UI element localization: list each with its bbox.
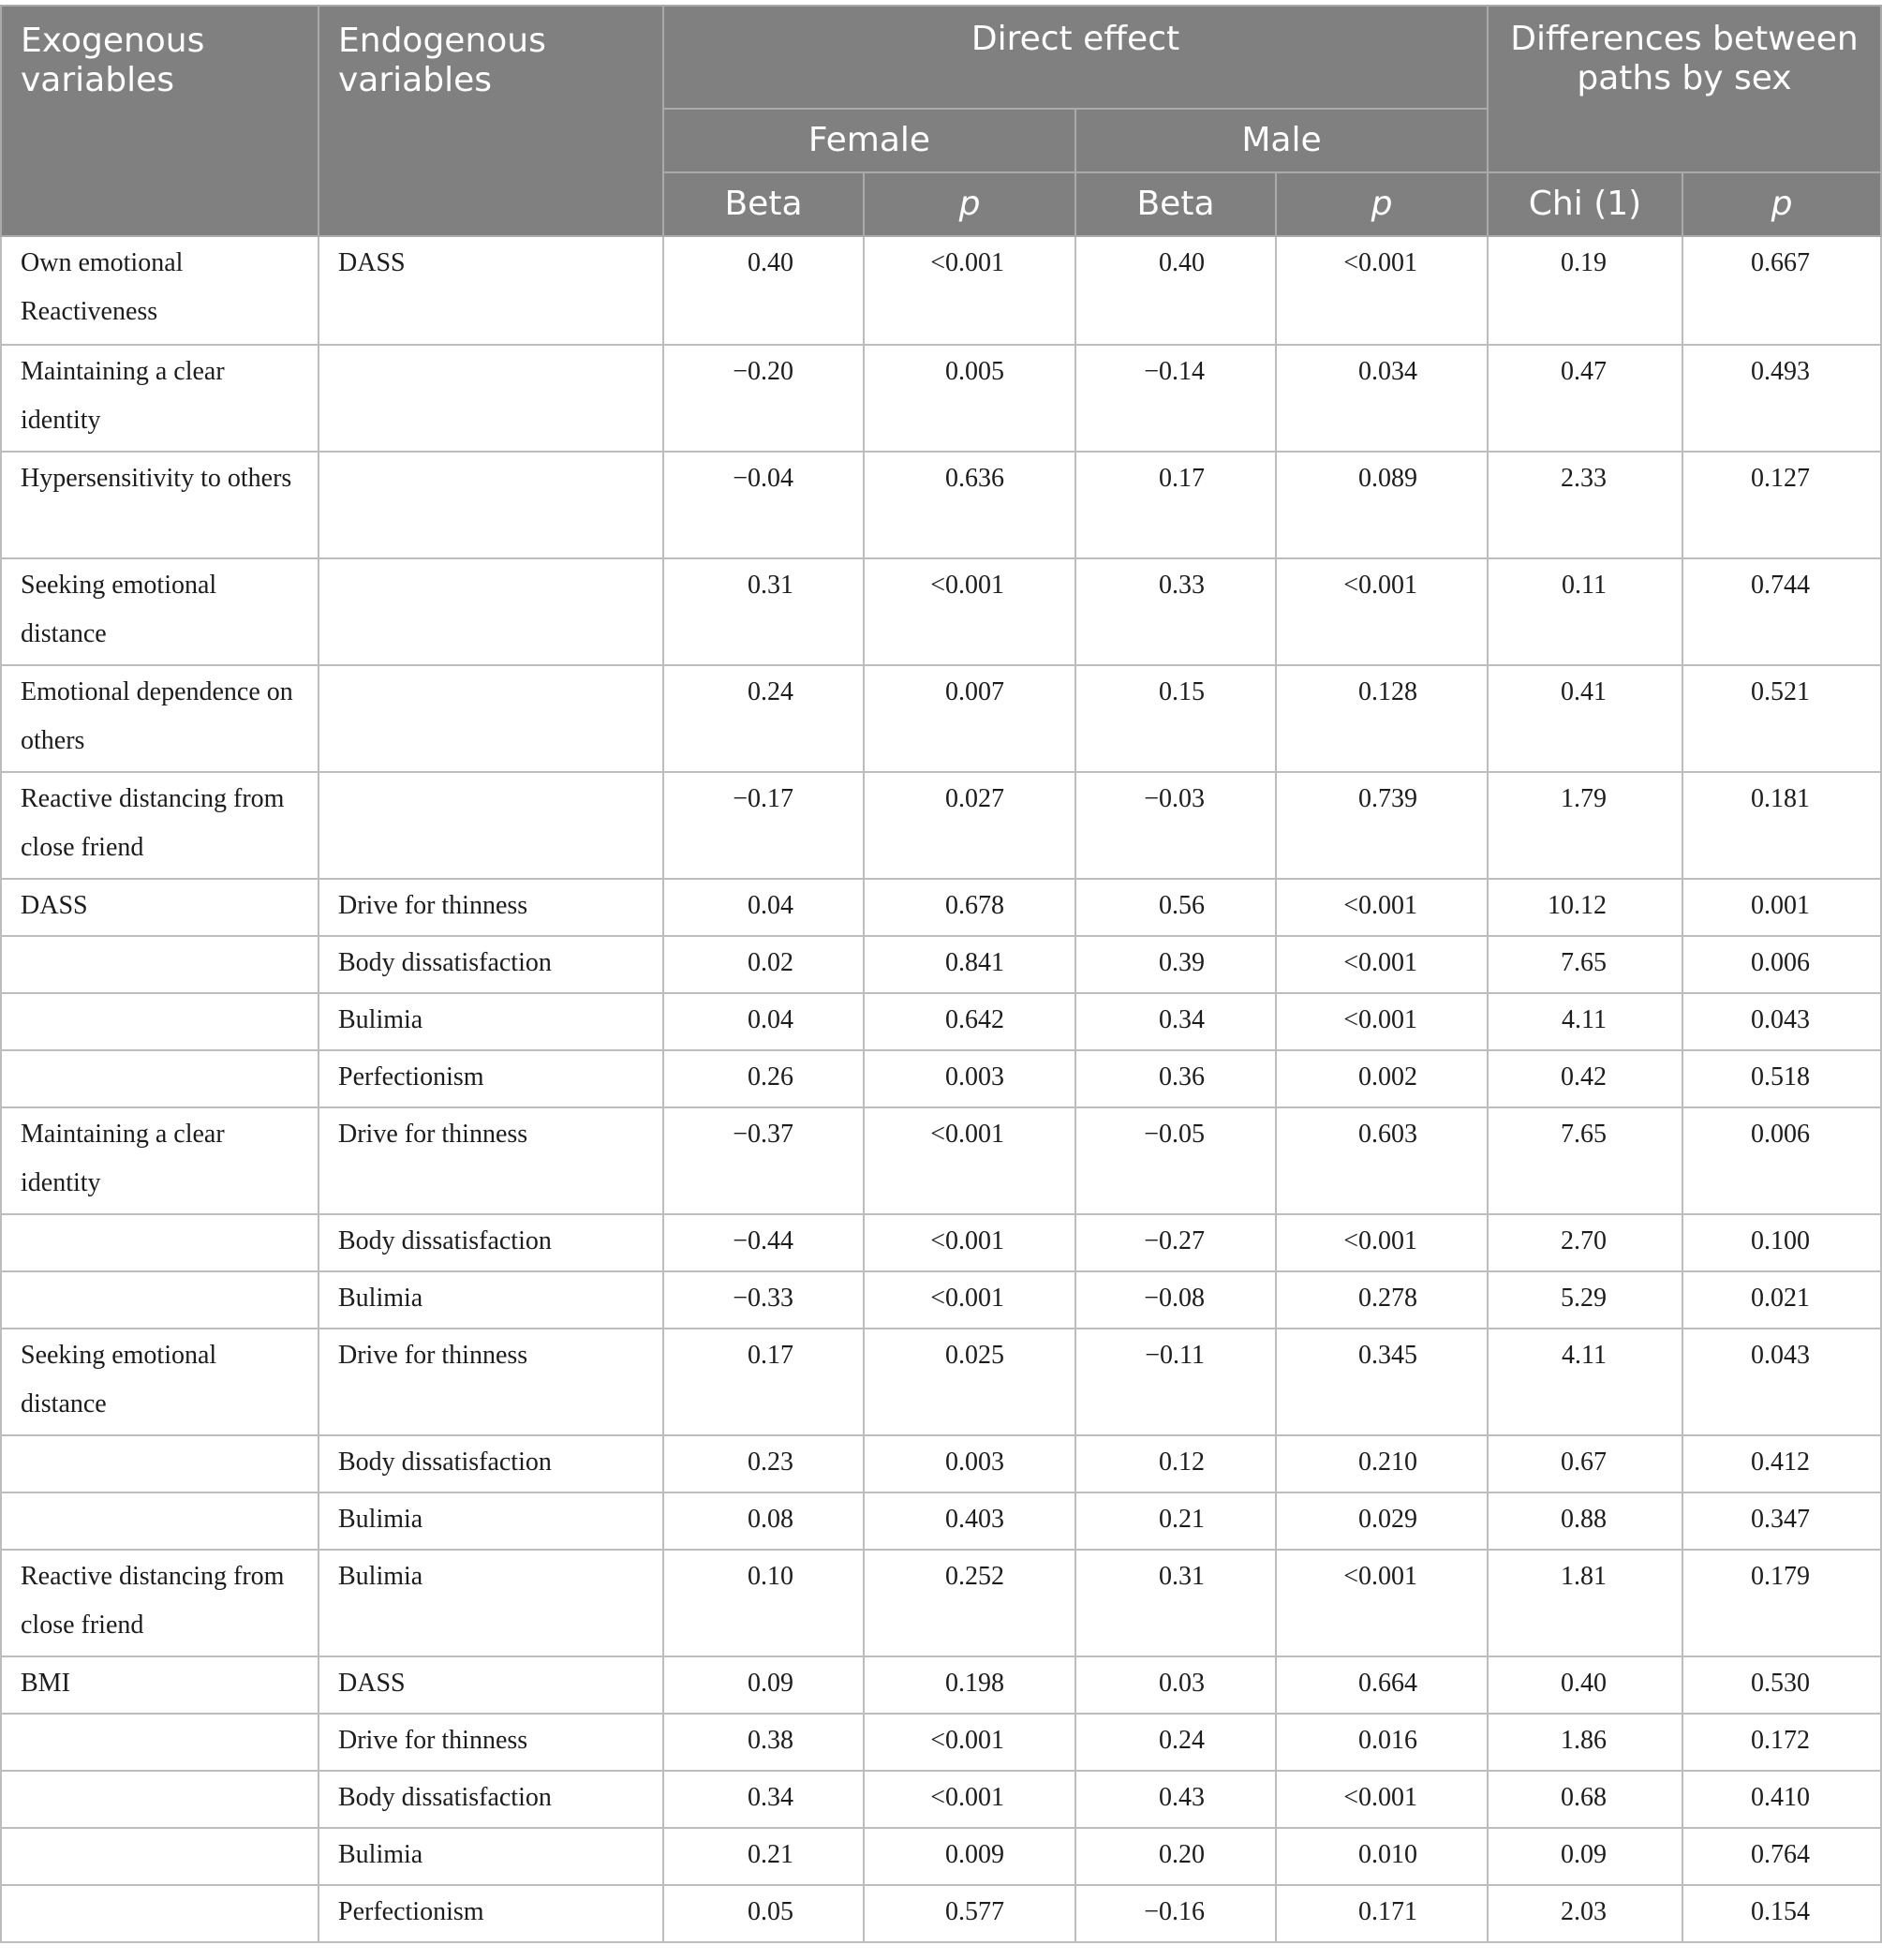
cell-p-female: <0.001 <box>864 236 1075 345</box>
cell-p-female: 0.841 <box>864 936 1075 993</box>
cell-p-diff: 0.001 <box>1682 879 1881 936</box>
table-row <box>1 452 1881 558</box>
cell-chi: 0.42 <box>1488 1050 1682 1107</box>
cell-chi: 0.68 <box>1488 1771 1682 1828</box>
cell-endogenous: Bulimia <box>319 1271 663 1329</box>
cell-beta-female: −0.37 <box>663 1107 864 1214</box>
cell-chi: 1.81 <box>1488 1550 1682 1656</box>
cell-endogenous <box>319 665 663 772</box>
table-row <box>1 1214 1881 1271</box>
cell-beta-male: 0.33 <box>1075 558 1276 665</box>
cell-exogenous <box>1 1828 319 1885</box>
table-row <box>1 993 1881 1050</box>
cell-exogenous <box>1 1050 319 1107</box>
cell-exogenous <box>1 1271 319 1329</box>
cell-beta-male: 0.24 <box>1075 1714 1276 1771</box>
cell-p-diff: 0.172 <box>1682 1714 1881 1771</box>
cell-chi: 2.70 <box>1488 1214 1682 1271</box>
cell-p-diff: 0.347 <box>1682 1492 1881 1550</box>
cell-p-diff: 0.006 <box>1682 1107 1881 1214</box>
cell-chi: 1.86 <box>1488 1714 1682 1771</box>
cell-exogenous <box>1 993 319 1050</box>
header-p-female: p <box>864 172 1075 236</box>
cell-p-diff: 0.179 <box>1682 1550 1881 1656</box>
cell-p-male: <0.001 <box>1276 1214 1488 1271</box>
header-p-diff: p <box>1682 172 1881 236</box>
cell-endogenous <box>319 558 663 665</box>
cell-endogenous: Drive for thinness <box>319 1107 663 1214</box>
cell-beta-female: 0.04 <box>663 993 864 1050</box>
cell-chi: 2.33 <box>1488 452 1682 558</box>
cell-beta-male: 0.31 <box>1075 1550 1276 1656</box>
table-row <box>1 1492 1881 1550</box>
cell-p-male: <0.001 <box>1276 1771 1488 1828</box>
cell-endogenous: Drive for thinness <box>319 1714 663 1771</box>
table-row <box>1 1885 1881 1942</box>
cell-p-male: 0.739 <box>1276 772 1488 879</box>
cell-exogenous: Hypersensitivity to others <box>1 452 319 558</box>
header-direct-effect: Direct effect <box>663 6 1488 109</box>
cell-p-female: 0.403 <box>864 1492 1075 1550</box>
cell-exogenous <box>1 1492 319 1550</box>
cell-p-male: <0.001 <box>1276 993 1488 1050</box>
cell-p-male: 0.128 <box>1276 665 1488 772</box>
cell-endogenous <box>319 772 663 879</box>
cell-beta-male: −0.03 <box>1075 772 1276 879</box>
cell-beta-male: −0.14 <box>1075 345 1276 452</box>
cell-chi: 0.40 <box>1488 1656 1682 1714</box>
cell-exogenous: BMI <box>1 1656 319 1714</box>
cell-beta-female: 0.05 <box>663 1885 864 1942</box>
cell-beta-female: 0.04 <box>663 879 864 936</box>
table-row <box>1 772 1881 879</box>
cell-endogenous: Body dissatisfaction <box>319 1435 663 1492</box>
cell-endogenous: Body dissatisfaction <box>319 1771 663 1828</box>
cell-chi: 4.11 <box>1488 993 1682 1050</box>
cell-p-male: <0.001 <box>1276 1550 1488 1656</box>
cell-chi: 7.65 <box>1488 1107 1682 1214</box>
cell-endogenous <box>319 345 663 452</box>
cell-beta-female: 0.09 <box>663 1656 864 1714</box>
cell-p-male: 0.345 <box>1276 1329 1488 1435</box>
cell-endogenous: DASS <box>319 236 663 345</box>
cell-p-male: 0.210 <box>1276 1435 1488 1492</box>
cell-p-male: 0.016 <box>1276 1714 1488 1771</box>
cell-chi: 0.47 <box>1488 345 1682 452</box>
cell-exogenous: Maintaining a clear identity <box>1 1107 319 1214</box>
cell-beta-female: −0.44 <box>663 1214 864 1271</box>
cell-exogenous: Seeking emotional distance <box>1 558 319 665</box>
cell-p-diff: 0.154 <box>1682 1885 1881 1942</box>
table-row <box>1 1550 1881 1656</box>
cell-p-female: 0.636 <box>864 452 1075 558</box>
cell-p-diff: 0.667 <box>1682 236 1881 345</box>
cell-beta-male: 0.03 <box>1075 1656 1276 1714</box>
header-p-male: p <box>1276 172 1488 236</box>
cell-chi: 5.29 <box>1488 1271 1682 1329</box>
cell-beta-female: 0.08 <box>663 1492 864 1550</box>
table-row <box>1 1771 1881 1828</box>
header-chi: Chi (1) <box>1488 172 1682 236</box>
cell-beta-female: −0.04 <box>663 452 864 558</box>
cell-chi: 0.19 <box>1488 236 1682 345</box>
table-row <box>1 1329 1881 1435</box>
cell-p-female: 0.009 <box>864 1828 1075 1885</box>
cell-beta-male: 0.15 <box>1075 665 1276 772</box>
cell-exogenous <box>1 1885 319 1942</box>
header-exogenous: Exogenous variables <box>1 6 319 236</box>
cell-p-diff: 0.181 <box>1682 772 1881 879</box>
cell-beta-male: −0.11 <box>1075 1329 1276 1435</box>
cell-exogenous: Own emotional Reactiveness <box>1 236 319 345</box>
results-table <box>0 5 1882 1943</box>
table-row <box>1 236 1881 345</box>
cell-p-female: 0.025 <box>864 1329 1075 1435</box>
header-male: Male <box>1075 109 1488 172</box>
cell-p-female: 0.003 <box>864 1050 1075 1107</box>
cell-chi: 7.65 <box>1488 936 1682 993</box>
cell-p-diff: 0.518 <box>1682 1050 1881 1107</box>
table-row <box>1 1050 1881 1107</box>
cell-p-female: 0.007 <box>864 665 1075 772</box>
table-row <box>1 1271 1881 1329</box>
cell-p-diff: 0.521 <box>1682 665 1881 772</box>
cell-endogenous: Bulimia <box>319 1550 663 1656</box>
cell-chi: 0.11 <box>1488 558 1682 665</box>
cell-beta-male: 0.39 <box>1075 936 1276 993</box>
cell-p-female: <0.001 <box>864 558 1075 665</box>
cell-endogenous: Body dissatisfaction <box>319 1214 663 1271</box>
cell-p-female: 0.198 <box>864 1656 1075 1714</box>
cell-endogenous: Perfectionism <box>319 1050 663 1107</box>
cell-p-male: <0.001 <box>1276 936 1488 993</box>
cell-p-diff: 0.764 <box>1682 1828 1881 1885</box>
cell-endogenous: Perfectionism <box>319 1885 663 1942</box>
cell-p-female: <0.001 <box>864 1271 1075 1329</box>
cell-chi: 0.09 <box>1488 1828 1682 1885</box>
cell-p-male: 0.603 <box>1276 1107 1488 1214</box>
cell-p-male: 0.002 <box>1276 1050 1488 1107</box>
cell-endogenous: Bulimia <box>319 993 663 1050</box>
cell-exogenous: Maintaining a clear identity <box>1 345 319 452</box>
cell-p-diff: 0.127 <box>1682 452 1881 558</box>
cell-p-diff: 0.744 <box>1682 558 1881 665</box>
cell-exogenous <box>1 936 319 993</box>
cell-beta-female: 0.40 <box>663 236 864 345</box>
cell-p-diff: 0.530 <box>1682 1656 1881 1714</box>
cell-p-male: 0.010 <box>1276 1828 1488 1885</box>
cell-p-female: 0.252 <box>864 1550 1075 1656</box>
cell-p-male: <0.001 <box>1276 236 1488 345</box>
cell-exogenous: Emotional dependence on others <box>1 665 319 772</box>
cell-beta-male: 0.34 <box>1075 993 1276 1050</box>
cell-p-diff: 0.006 <box>1682 936 1881 993</box>
cell-endogenous: Bulimia <box>319 1492 663 1550</box>
table-row <box>1 879 1881 936</box>
cell-exogenous: Reactive distancing from close friend <box>1 772 319 879</box>
cell-beta-female: 0.24 <box>663 665 864 772</box>
cell-beta-female: 0.31 <box>663 558 864 665</box>
cell-p-diff: 0.412 <box>1682 1435 1881 1492</box>
table-row <box>1 558 1881 665</box>
cell-chi: 1.79 <box>1488 772 1682 879</box>
cell-beta-male: 0.40 <box>1075 236 1276 345</box>
cell-p-male: 0.034 <box>1276 345 1488 452</box>
cell-p-diff: 0.493 <box>1682 345 1881 452</box>
cell-p-diff: 0.043 <box>1682 993 1881 1050</box>
cell-exogenous: DASS <box>1 879 319 936</box>
cell-beta-female: 0.34 <box>663 1771 864 1828</box>
cell-beta-female: −0.33 <box>663 1271 864 1329</box>
cell-exogenous: Reactive distancing from close friend <box>1 1550 319 1656</box>
cell-endogenous: Body dissatisfaction <box>319 936 663 993</box>
table-row <box>1 1107 1881 1214</box>
header-female: Female <box>663 109 1075 172</box>
cell-beta-male: 0.21 <box>1075 1492 1276 1550</box>
cell-p-female: <0.001 <box>864 1214 1075 1271</box>
cell-exogenous: Seeking emotional distance <box>1 1329 319 1435</box>
cell-beta-male: −0.27 <box>1075 1214 1276 1271</box>
table-header <box>1 6 1881 236</box>
table-row <box>1 1435 1881 1492</box>
cell-p-female: 0.642 <box>864 993 1075 1050</box>
cell-chi: 2.03 <box>1488 1885 1682 1942</box>
cell-exogenous <box>1 1435 319 1492</box>
cell-p-male: <0.001 <box>1276 558 1488 665</box>
cell-beta-female: −0.20 <box>663 345 864 452</box>
table-row <box>1 1828 1881 1885</box>
cell-p-male: 0.029 <box>1276 1492 1488 1550</box>
cell-endogenous: Drive for thinness <box>319 879 663 936</box>
cell-beta-female: −0.17 <box>663 772 864 879</box>
cell-chi: 0.41 <box>1488 665 1682 772</box>
header-beta-female: Beta <box>663 172 864 236</box>
cell-exogenous <box>1 1714 319 1771</box>
cell-beta-male: 0.20 <box>1075 1828 1276 1885</box>
cell-p-female: <0.001 <box>864 1714 1075 1771</box>
cell-p-diff: 0.100 <box>1682 1214 1881 1271</box>
cell-p-male: 0.089 <box>1276 452 1488 558</box>
cell-p-diff: 0.043 <box>1682 1329 1881 1435</box>
cell-beta-female: 0.17 <box>663 1329 864 1435</box>
cell-beta-male: 0.36 <box>1075 1050 1276 1107</box>
cell-p-female: <0.001 <box>864 1771 1075 1828</box>
cell-endogenous: Bulimia <box>319 1828 663 1885</box>
cell-chi: 10.12 <box>1488 879 1682 936</box>
cell-beta-female: 0.26 <box>663 1050 864 1107</box>
cell-beta-male: 0.56 <box>1075 879 1276 936</box>
cell-exogenous <box>1 1214 319 1271</box>
cell-beta-male: 0.12 <box>1075 1435 1276 1492</box>
cell-p-male: <0.001 <box>1276 879 1488 936</box>
cell-chi: 0.88 <box>1488 1492 1682 1550</box>
cell-p-female: <0.001 <box>864 1107 1075 1214</box>
header-differences: Differences between paths by sex <box>1488 6 1881 172</box>
cell-beta-male: 0.43 <box>1075 1771 1276 1828</box>
cell-beta-female: 0.21 <box>663 1828 864 1885</box>
cell-p-male: 0.664 <box>1276 1656 1488 1714</box>
cell-exogenous <box>1 1771 319 1828</box>
table-row <box>1 1714 1881 1771</box>
table-row <box>1 1656 1881 1714</box>
table-row <box>1 665 1881 772</box>
cell-p-female: 0.027 <box>864 772 1075 879</box>
cell-beta-female: 0.10 <box>663 1550 864 1656</box>
cell-chi: 4.11 <box>1488 1329 1682 1435</box>
cell-endogenous: DASS <box>319 1656 663 1714</box>
cell-beta-female: 0.02 <box>663 936 864 993</box>
cell-beta-female: 0.23 <box>663 1435 864 1492</box>
cell-p-male: 0.278 <box>1276 1271 1488 1329</box>
cell-beta-female: 0.38 <box>663 1714 864 1771</box>
cell-p-female: 0.003 <box>864 1435 1075 1492</box>
cell-beta-male: −0.08 <box>1075 1271 1276 1329</box>
cell-beta-male: −0.16 <box>1075 1885 1276 1942</box>
cell-beta-male: −0.05 <box>1075 1107 1276 1214</box>
header-endogenous: Endogenous variables <box>319 6 663 236</box>
cell-p-female: 0.005 <box>864 345 1075 452</box>
cell-p-female: 0.678 <box>864 879 1075 936</box>
header-beta-male: Beta <box>1075 172 1276 236</box>
cell-endogenous: Drive for thinness <box>319 1329 663 1435</box>
table-body <box>1 236 1881 1942</box>
cell-beta-male: 0.17 <box>1075 452 1276 558</box>
cell-p-male: 0.171 <box>1276 1885 1488 1942</box>
cell-p-diff: 0.410 <box>1682 1771 1881 1828</box>
cell-chi: 0.67 <box>1488 1435 1682 1492</box>
table-row <box>1 936 1881 993</box>
cell-p-diff: 0.021 <box>1682 1271 1881 1329</box>
cell-p-female: 0.577 <box>864 1885 1075 1942</box>
table-row <box>1 345 1881 452</box>
cell-endogenous <box>319 452 663 558</box>
